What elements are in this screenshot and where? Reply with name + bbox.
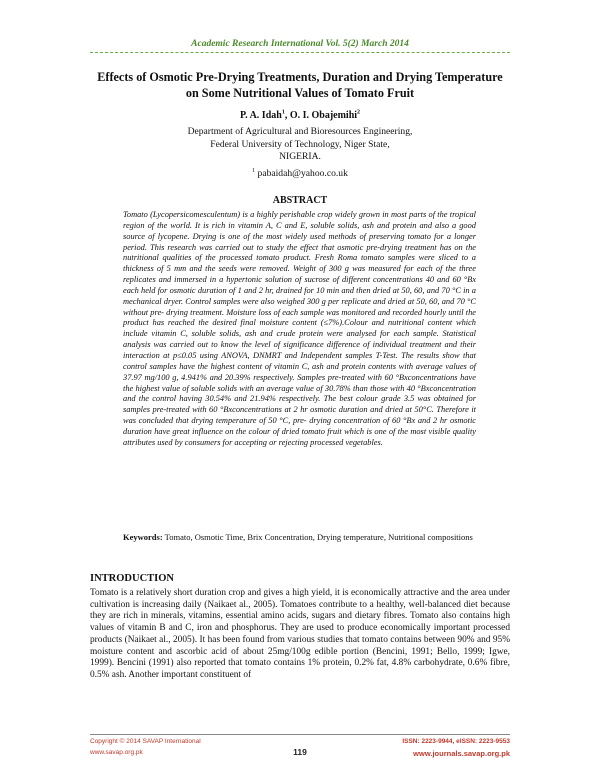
footer-copyright: Copyright © 2014 SAVAP International [90, 738, 201, 745]
email-affil-mark: 1 [252, 167, 256, 174]
abstract-heading: ABSTRACT [272, 195, 328, 206]
email-line [90, 168, 510, 179]
footer-journals-link[interactable]: www.journals.savap.org.pk [413, 749, 510, 758]
footer-divider [90, 734, 510, 735]
keywords-list: Tomato, Osmotic Time, Brix Concentration, Drying temperature, Nutritional compositions [162, 532, 473, 542]
affiliation-country: NIGERIA. [279, 151, 321, 162]
footer-website-link[interactable]: www.savap.org.pk [90, 749, 143, 756]
affiliation-department: Department of Agricultural and Bioresources Engineering, [187, 126, 413, 137]
introduction-heading: INTRODUCTION [90, 573, 175, 584]
affiliation-university: Federal University of Technology, Niger State, [210, 138, 390, 150]
author-1-affil-mark: 1 [281, 109, 285, 116]
author-line [90, 110, 510, 121]
author-2: O. I. Obajemihi [289, 110, 358, 121]
paper-title: Effects of Osmotic Pre-Drying Treatments, Duration and Drying Temperature on Some Nutritional Values of Tomato Fruit [97, 70, 503, 100]
page-number: 119 [293, 747, 307, 757]
author-2-affil-mark: 2 [357, 109, 361, 116]
header-divider [90, 52, 510, 53]
footer-issn: ISSN: 2223-9944, eISSN: 2223-9553 [402, 738, 510, 745]
author-separator: , [284, 110, 290, 121]
keywords-label: Keywords: [123, 532, 163, 542]
introduction-text: Tomato is a relatively short duration crop and gives a high yield, it is economically attractive and the area under cultivation is increasing daily (Naikaet al., 2005). Tomatoes contribute to a healthy, well-balanced diet because they are rich in minerals, vitamins, essential amino acids, sugars and dietary fibres. Tomato also contains high values of vitamin B and C, iron and phosphorus. They are used to produce economically important processed products (Naikaet al., 2005). It has been found from various studies that tomato contains between 90% and 95% moisture content and ascorbic acid of about 25mg/100g edible portion (Bencini, 1991; Bello, 1999; Igwe, 1999). Bencini (1991) also reported that tomato contains 1% protein, 0.2% fat, 4.8% carbohydrate, 0.6% fibre, 0.5% ash. Another important constituent of [90, 588, 510, 680]
author-email-link[interactable]: pabaidah@yahoo.co.uk [257, 168, 348, 179]
journal-header: Academic Research International Vol. 5(2) March 2014 [191, 39, 409, 49]
affiliation [90, 126, 510, 164]
keywords [123, 532, 476, 543]
author-1: P. A. Idah [239, 110, 282, 121]
abstract-text: Tomato (Lycopersicomesculentum) is a highly perishable crop widely grown in most parts of the tropical region of the world. It is rich in vitamin A, C and E, soluble solids, ash and protein and also a good source of lycopene. Drying is one of the most widely used methods of preserving tomato for a longer period. This research was carried out to study the effect that osmotic pre-drying treatment has on the nutritional qualities of the processed tomato product. Fresh Roma tomato samples were sliced to a thickness of 5 mm and the seeds were removed. Weight of 300 g was measured for each of the three replicates and immersed in a hypertonic solution of sucrose of different concentrations 40 and 60 °Bx each held for osmotic duration of 1 and 2 hr, drained for 10 min and then dried at 50, 60, and 70 °C in a mechanical dryer. Control samples were also weighed 300 g per replicate and dried at 50, 60, and 70 °C without pre- drying treatment. Moisture loss of each sample was monitored and recorded hourly until the product has reached the desired final moisture content (≤7%).Colour and nutritional content which include vitamin C, soluble solids, ash and crude protein were analysed for each sample. Statistical analysis was carried out to know the level of significance difference of individual treatment and their interaction at p≤0.05 using ANOVA, DNMRT and Independent samples T-Test. The results show that control samples have the highest content of vitamin C, ash and protein contents with average values of 37.97 mg/100 g, 4.941% and 20.39% respectively. Samples pre-treated with 60 °Bxconcentrations have the highest value of soluble solids with an average value of 30.78% than those with 40 °Bxconcentration and the control having 30.54% and 21.94% respectively. The best colour grade 3.5 was obtained for samples pre-treated with 60 °Bxconcentrations at 2 hr osmotic duration and dried at 50°C. Therefore it was concluded that drying temperature of 50 °C, pre- drying concentration of 60 °Bx and 2 hr osmotic duration have great influence on the colour of dried tomato fruit which is one of the most visible quality attributes used by consumers for accepting or rejecting processed vegetables. [123, 210, 476, 447]
